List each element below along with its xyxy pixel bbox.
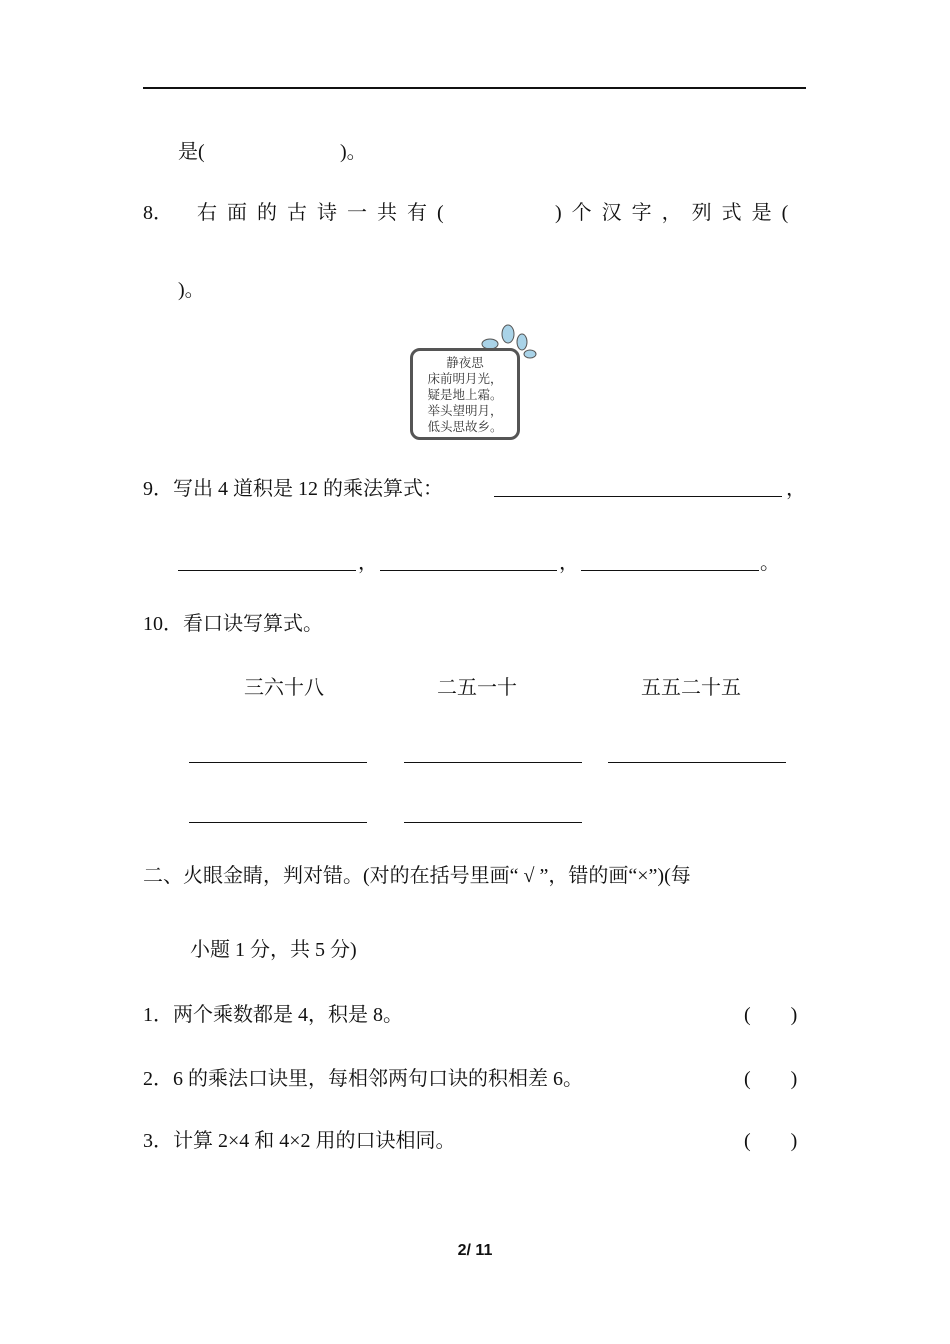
- poem-line: 床前明月光，: [427, 372, 503, 386]
- answer-blank[interactable]: [404, 762, 582, 763]
- poem-line: 疑是地上霜。: [427, 388, 503, 402]
- poem-box: [410, 348, 520, 440]
- q10-text: 10．看口诀写算式。: [143, 613, 323, 635]
- q8-num: 8．: [143, 202, 173, 224]
- judge-bracket[interactable]: ( ): [744, 1004, 798, 1026]
- judge-bracket[interactable]: ( ): [744, 1068, 798, 1090]
- section2-heading: 二、火眼金睛，判对错。(对的在括号里画“ √ ”，错的画“×”)(每: [143, 865, 691, 887]
- answer-blank[interactable]: [380, 570, 557, 571]
- period: 。: [760, 552, 780, 574]
- judge-item: 1．两个乘数都是 4，积是 8。: [143, 1004, 403, 1026]
- comma: ，: [786, 478, 806, 500]
- answer-blank[interactable]: [404, 822, 582, 823]
- judge-item: 3．计算 2×4 和 4×2 用的口诀相同。: [143, 1130, 456, 1152]
- answer-blank[interactable]: [178, 570, 356, 571]
- rhyme: 二五一十: [437, 677, 517, 699]
- answer-blank[interactable]: [189, 762, 367, 763]
- judge-bracket[interactable]: ( ): [744, 1130, 798, 1152]
- poem-line: 低头思故乡。: [427, 420, 503, 434]
- judge-item: 2．6 的乘法口诀里，每相邻两句口诀的积相差 6。: [143, 1068, 583, 1090]
- q7-text: 是(: [178, 141, 205, 163]
- answer-blank[interactable]: [581, 570, 759, 571]
- rhyme: 五五二十五: [641, 677, 741, 699]
- page-number: 2/ 11: [457, 1242, 493, 1259]
- section2-heading-cont: 小题 1 分，共 5 分): [190, 939, 357, 961]
- comma: ，: [358, 552, 378, 574]
- header-rule: [143, 87, 806, 89]
- q8-text-a: 右面的古诗一共有(: [197, 202, 454, 224]
- poem-line: 举头望明月，: [427, 404, 503, 418]
- answer-blank[interactable]: [608, 762, 786, 763]
- rhyme: 三六十八: [244, 677, 324, 699]
- q8-tail: )。: [178, 279, 205, 301]
- answer-blank[interactable]: [189, 822, 367, 823]
- comma: ，: [559, 552, 579, 574]
- q8-text-b: )个汉字，列式是(: [555, 202, 799, 224]
- q9-text: 9．写出 4 道积是 12 的乘法算式：: [143, 478, 443, 500]
- poem-title: 静夜思: [446, 356, 484, 370]
- q7-end: )。: [340, 141, 367, 163]
- answer-blank[interactable]: [494, 496, 782, 497]
